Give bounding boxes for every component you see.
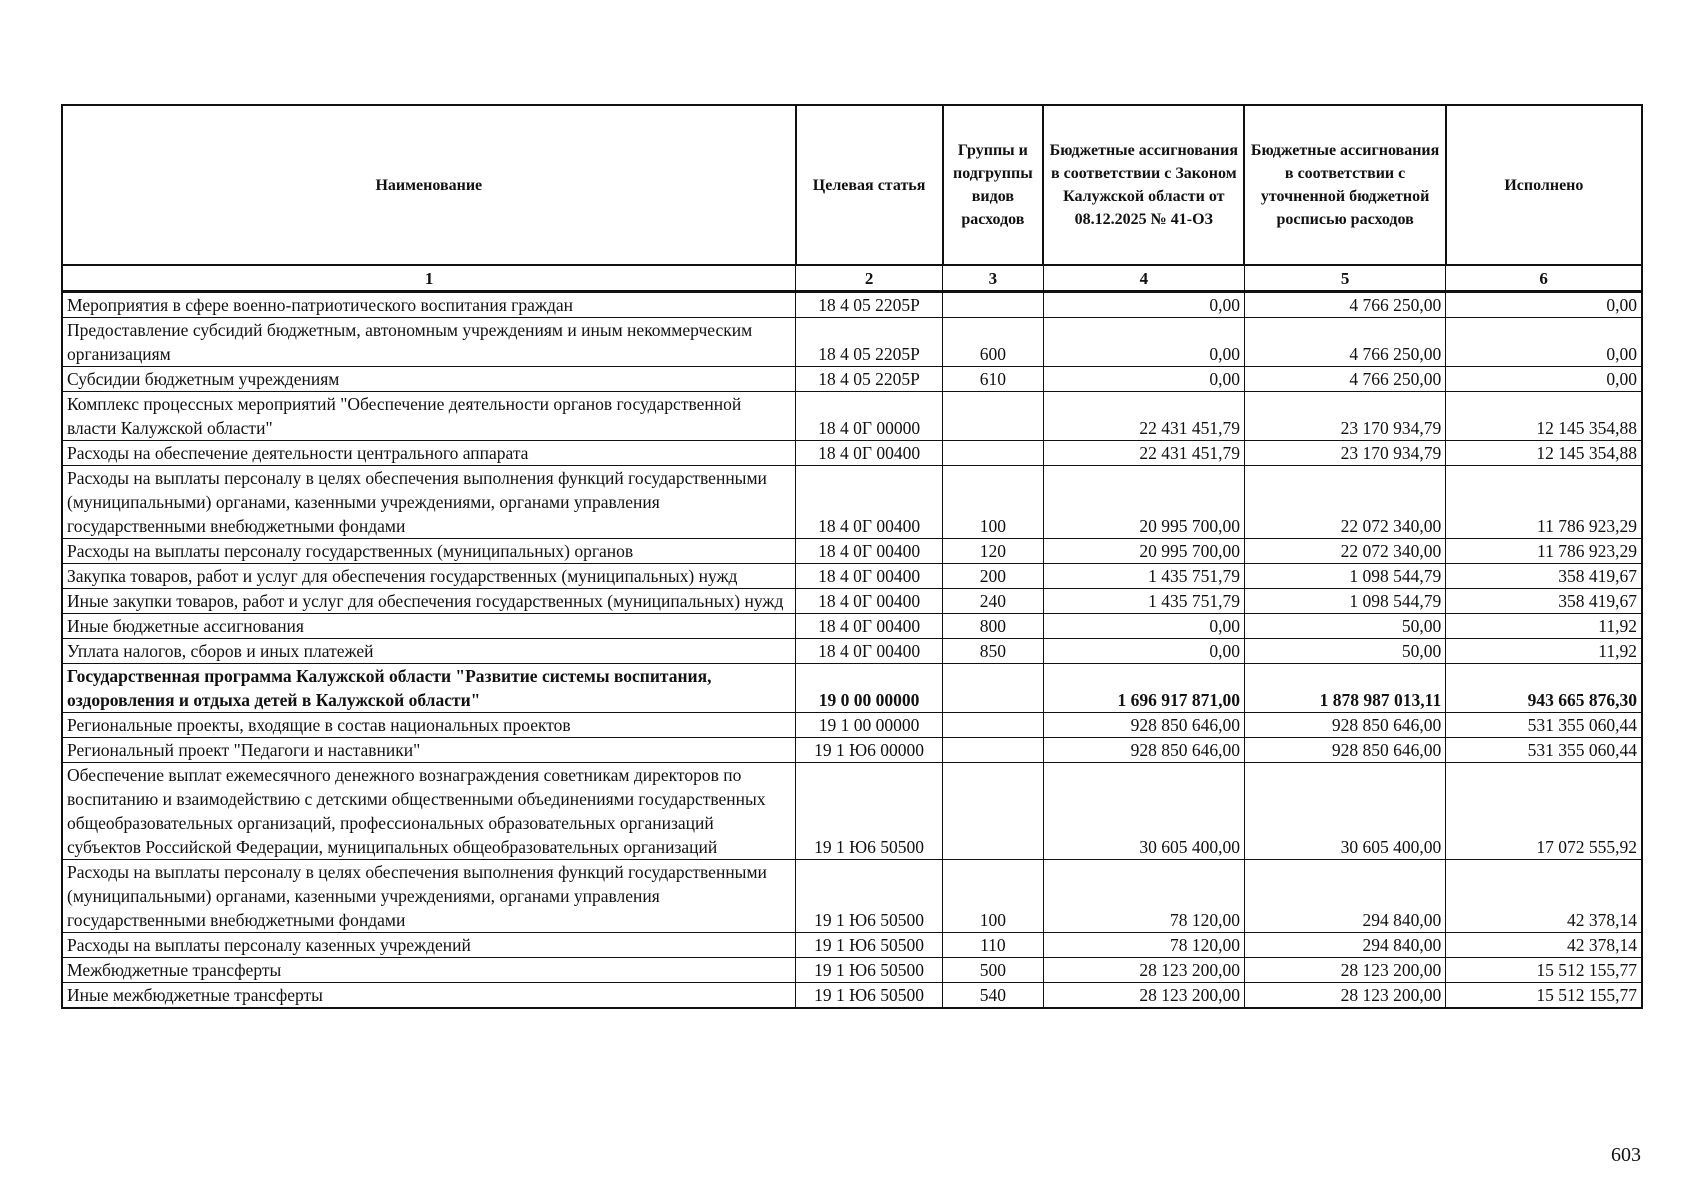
row-target-article: 18 4 0Г 00000: [796, 392, 943, 441]
row-target-article: 18 4 05 2205Р: [796, 367, 943, 392]
table-row: [62, 763, 1642, 860]
row-law-amount: 20 995 700,00: [1043, 539, 1244, 564]
row-target-article: 19 1 Ю6 50500: [796, 860, 943, 933]
row-plan-amount: 50,00: [1244, 639, 1445, 664]
row-name: Расходы на выплаты персоналу в целях обеспечения выполнения функций государственными (муниципальными) органами, казенными учреждениями, органами управления государственными внебюджетными фондами: [62, 466, 796, 539]
row-plan-amount: 928 850 646,00: [1244, 738, 1445, 763]
row-target-article: 19 1 00 00000: [796, 713, 943, 738]
row-law-amount: 1 435 751,79: [1043, 564, 1244, 589]
row-target-article: 18 4 0Г 00400: [796, 466, 943, 539]
row-executed-amount: 0,00: [1446, 318, 1642, 367]
row-executed-amount: 11,92: [1446, 614, 1642, 639]
row-plan-amount: 4 766 250,00: [1244, 367, 1445, 392]
row-name: Субсидии бюджетным учреждениям: [62, 367, 796, 392]
row-plan-amount: 28 123 200,00: [1244, 983, 1445, 1009]
row-law-amount: 22 431 451,79: [1043, 392, 1244, 441]
row-expense-group: [943, 713, 1044, 738]
table-row: [62, 738, 1642, 763]
row-law-amount: 928 850 646,00: [1043, 713, 1244, 738]
row-expense-group: 610: [943, 367, 1044, 392]
row-name: Иные межбюджетные трансферты: [62, 983, 796, 1009]
row-law-amount: 1 696 917 871,00: [1043, 664, 1244, 713]
column-number: 2: [796, 265, 943, 292]
table-row: [62, 318, 1642, 367]
row-name: Расходы на выплаты персоналу казенных учреждений: [62, 933, 796, 958]
row-plan-amount: 4 766 250,00: [1244, 318, 1445, 367]
row-expense-group: [943, 763, 1044, 860]
row-name: Региональные проекты, входящие в состав национальных проектов: [62, 713, 796, 738]
row-target-article: 18 4 05 2205Р: [796, 292, 943, 318]
row-executed-amount: 358 419,67: [1446, 564, 1642, 589]
row-executed-amount: 15 512 155,77: [1446, 983, 1642, 1009]
row-expense-group: 200: [943, 564, 1044, 589]
row-law-amount: 1 435 751,79: [1043, 589, 1244, 614]
table-row: [62, 614, 1642, 639]
row-target-article: 18 4 0Г 00400: [796, 589, 943, 614]
row-plan-amount: 50,00: [1244, 614, 1445, 639]
table-row: [62, 713, 1642, 738]
table-row: [62, 589, 1642, 614]
header-expense-groups: Группы и подгруппы видов расходов: [943, 105, 1044, 265]
table-row: [62, 983, 1642, 1009]
row-plan-amount: 294 840,00: [1244, 933, 1445, 958]
column-number: 3: [943, 265, 1044, 292]
table-row: [62, 539, 1642, 564]
row-executed-amount: 943 665 876,30: [1446, 664, 1642, 713]
header-updated-allocations: Бюджетные ассигнования в соответствии с уточненной бюджетной росписью расходов: [1244, 105, 1445, 265]
table-row: [62, 933, 1642, 958]
row-name: Уплата налогов, сборов и иных платежей: [62, 639, 796, 664]
row-plan-amount: 1 098 544,79: [1244, 589, 1445, 614]
row-expense-group: [943, 441, 1044, 466]
row-executed-amount: 42 378,14: [1446, 933, 1642, 958]
row-plan-amount: 23 170 934,79: [1244, 392, 1445, 441]
column-number: 1: [62, 265, 796, 292]
row-executed-amount: 11,92: [1446, 639, 1642, 664]
row-target-article: 19 0 00 00000: [796, 664, 943, 713]
row-executed-amount: 0,00: [1446, 367, 1642, 392]
row-law-amount: 78 120,00: [1043, 933, 1244, 958]
row-plan-amount: 22 072 340,00: [1244, 466, 1445, 539]
table-row: [62, 466, 1642, 539]
row-expense-group: 120: [943, 539, 1044, 564]
table-row: [62, 860, 1642, 933]
row-expense-group: [943, 664, 1044, 713]
column-number: 6: [1446, 265, 1642, 292]
row-target-article: 19 1 Ю6 50500: [796, 763, 943, 860]
row-expense-group: 240: [943, 589, 1044, 614]
row-executed-amount: 531 355 060,44: [1446, 713, 1642, 738]
row-executed-amount: 531 355 060,44: [1446, 738, 1642, 763]
row-plan-amount: 23 170 934,79: [1244, 441, 1445, 466]
row-law-amount: 0,00: [1043, 318, 1244, 367]
column-number: 5: [1244, 265, 1445, 292]
row-target-article: 19 1 Ю6 50500: [796, 933, 943, 958]
page-number: 603: [1611, 1144, 1641, 1166]
row-expense-group: 110: [943, 933, 1044, 958]
row-law-amount: 0,00: [1043, 367, 1244, 392]
row-plan-amount: 30 605 400,00: [1244, 763, 1445, 860]
row-executed-amount: 11 786 923,29: [1446, 539, 1642, 564]
row-plan-amount: 1 098 544,79: [1244, 564, 1445, 589]
header-law-allocations: Бюджетные ассигнования в соответствии с Законом Калужской области от 08.12.2025 № 41-ОЗ: [1043, 105, 1244, 265]
row-executed-amount: 12 145 354,88: [1446, 441, 1642, 466]
row-executed-amount: 12 145 354,88: [1446, 392, 1642, 441]
row-name: Предоставление субсидий бюджетным, автономным учреждениям и иным некоммерческим организациям: [62, 318, 796, 367]
column-number-row: [62, 265, 1642, 292]
row-expense-group: [943, 292, 1044, 318]
row-name: Расходы на выплаты персоналу в целях обеспечения выполнения функций государственными (муниципальными) органами, казенными учреждениями, органами управления государственными внебюджетными фондами: [62, 860, 796, 933]
table-row: [62, 639, 1642, 664]
row-expense-group: 100: [943, 860, 1044, 933]
header-name: Наименование: [62, 105, 796, 265]
row-target-article: 18 4 0Г 00400: [796, 539, 943, 564]
row-expense-group: 100: [943, 466, 1044, 539]
row-law-amount: 20 995 700,00: [1043, 466, 1244, 539]
row-law-amount: 30 605 400,00: [1043, 763, 1244, 860]
row-plan-amount: 22 072 340,00: [1244, 539, 1445, 564]
row-expense-group: 540: [943, 983, 1044, 1009]
row-target-article: 18 4 05 2205Р: [796, 318, 943, 367]
row-plan-amount: 4 766 250,00: [1244, 292, 1445, 318]
row-law-amount: 28 123 200,00: [1043, 983, 1244, 1009]
row-target-article: 18 4 0Г 00400: [796, 441, 943, 466]
row-target-article: 18 4 0Г 00400: [796, 639, 943, 664]
row-plan-amount: 1 878 987 013,11: [1244, 664, 1445, 713]
table-row: [62, 392, 1642, 441]
row-target-article: 19 1 Ю6 50500: [796, 958, 943, 983]
row-plan-amount: 28 123 200,00: [1244, 958, 1445, 983]
row-law-amount: 78 120,00: [1043, 860, 1244, 933]
row-law-amount: 22 431 451,79: [1043, 441, 1244, 466]
row-name: Региональный проект "Педагоги и наставники": [62, 738, 796, 763]
table-row: [62, 664, 1642, 713]
row-expense-group: [943, 392, 1044, 441]
row-name: Комплекс процессных мероприятий "Обеспечение деятельности органов государственной власти Калужской области": [62, 392, 796, 441]
row-target-article: 18 4 0Г 00400: [796, 614, 943, 639]
row-target-article: 19 1 Ю6 00000: [796, 738, 943, 763]
row-name: Межбюджетные трансферты: [62, 958, 796, 983]
row-law-amount: 928 850 646,00: [1043, 738, 1244, 763]
row-plan-amount: 928 850 646,00: [1244, 713, 1445, 738]
row-name: Иные закупки товаров, работ и услуг для обеспечения государственных (муниципальных) нужд: [62, 589, 796, 614]
row-name: Расходы на обеспечение деятельности центрального аппарата: [62, 441, 796, 466]
row-expense-group: 500: [943, 958, 1044, 983]
row-law-amount: 28 123 200,00: [1043, 958, 1244, 983]
table-row: [62, 564, 1642, 589]
row-executed-amount: 42 378,14: [1446, 860, 1642, 933]
row-target-article: 19 1 Ю6 50500: [796, 983, 943, 1009]
row-name: Государственная программа Калужской области "Развитие системы воспитания, оздоровления и отдыха детей в Калужской области": [62, 664, 796, 713]
row-name: Мероприятия в сфере военно-патриотического воспитания граждан: [62, 292, 796, 318]
column-number: 4: [1043, 265, 1244, 292]
row-executed-amount: 358 419,67: [1446, 589, 1642, 614]
row-target-article: 18 4 0Г 00400: [796, 564, 943, 589]
row-executed-amount: 0,00: [1446, 292, 1642, 318]
header-row: [62, 105, 1642, 265]
table-row: [62, 292, 1642, 318]
budget-table: [61, 104, 1643, 1009]
row-executed-amount: 17 072 555,92: [1446, 763, 1642, 860]
row-name: Расходы на выплаты персоналу государственных (муниципальных) органов: [62, 539, 796, 564]
row-expense-group: [943, 738, 1044, 763]
table-row: [62, 958, 1642, 983]
row-name: Закупка товаров, работ и услуг для обеспечения государственных (муниципальных) нужд: [62, 564, 796, 589]
row-law-amount: 0,00: [1043, 292, 1244, 318]
row-law-amount: 0,00: [1043, 639, 1244, 664]
row-executed-amount: 15 512 155,77: [1446, 958, 1642, 983]
header-executed: Исполнено: [1446, 105, 1642, 265]
row-name: Обеспечение выплат ежемесячного денежного вознаграждения советникам директоров по воспитанию и взаимодействию с детскими общественными объединениями государственных общеобразовательных организаций, профессиональных образовательных организаций субъектов Российской Федерации, муниципальных общеобразовательных организаций: [62, 763, 796, 860]
row-expense-group: 600: [943, 318, 1044, 367]
row-law-amount: 0,00: [1043, 614, 1244, 639]
row-expense-group: 800: [943, 614, 1044, 639]
row-plan-amount: 294 840,00: [1244, 860, 1445, 933]
header-target-article: Целевая статья: [796, 105, 943, 265]
row-name: Иные бюджетные ассигнования: [62, 614, 796, 639]
table-row: [62, 367, 1642, 392]
row-executed-amount: 11 786 923,29: [1446, 466, 1642, 539]
row-expense-group: 850: [943, 639, 1044, 664]
table-row: [62, 441, 1642, 466]
